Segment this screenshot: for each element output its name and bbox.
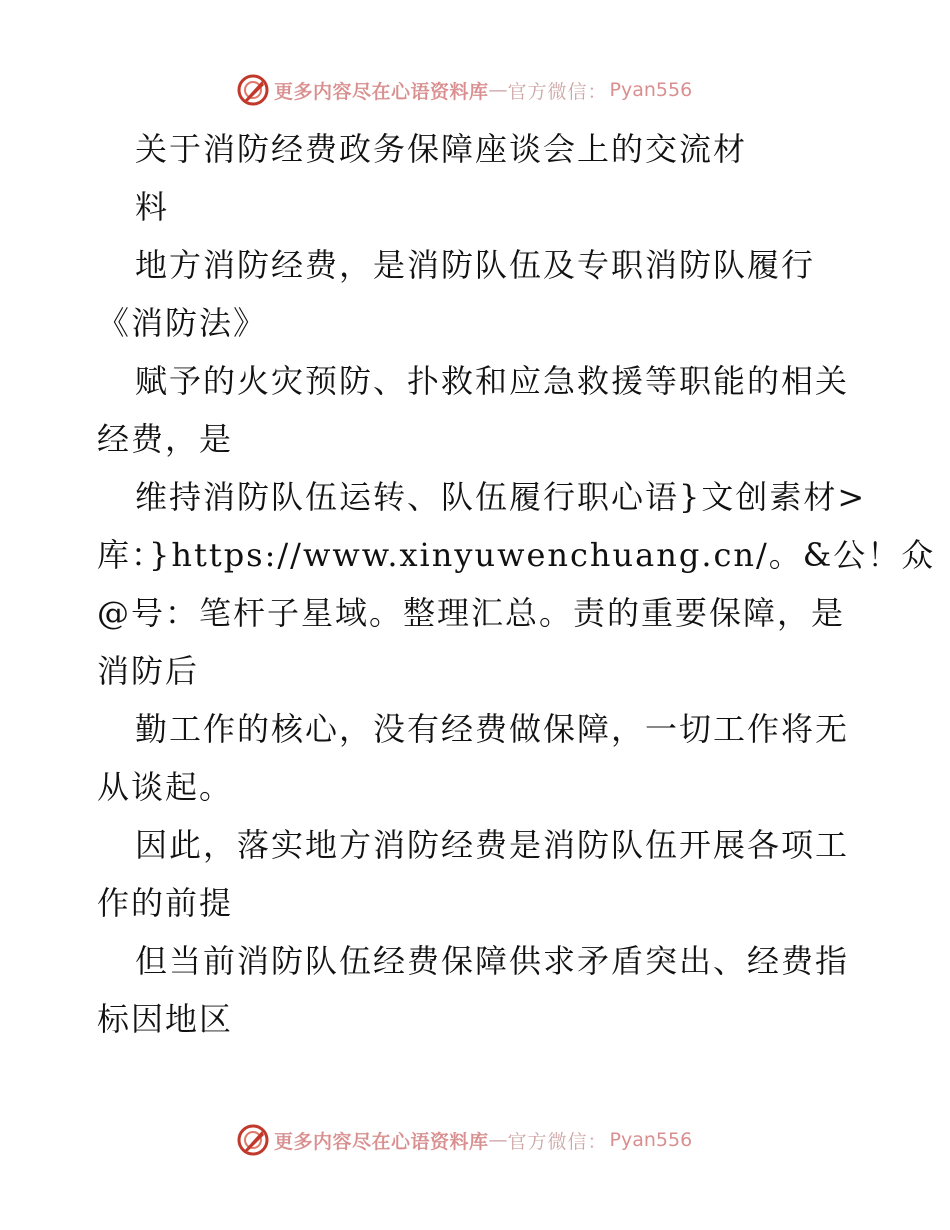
document-title-line: 料 <box>135 188 170 226</box>
paragraph-line: 地方消防经费，是消防队伍及专职消防队履行 <box>135 246 816 284</box>
banner-official-label: 官方微信： <box>507 1130 608 1153</box>
paragraph-line: 维持消防队伍运转、队伍履行职心语}文创素材> <box>135 478 867 516</box>
quill-logo-icon <box>236 73 270 107</box>
header-banner <box>236 72 692 108</box>
banner-dash: — <box>488 1129 508 1151</box>
banner-main-text: 更多内容尽在心语资料库 <box>274 80 489 103</box>
banner-official-label: 官方微信： <box>507 80 608 103</box>
banner-dash: — <box>488 79 508 101</box>
banner-wechat-id: Pyan556 <box>609 1129 693 1151</box>
paragraph-line: 因此，落实地方消防经费是消防队伍开展各项工 <box>135 826 850 864</box>
document-body <box>97 120 936 1048</box>
paragraph-line: 从谈起。 <box>97 768 234 806</box>
paragraph-line: 库：}https://www.xinyuwenchuang.cn/。&公！众 <box>97 536 936 574</box>
paragraph-line: 《消防法》 <box>97 304 268 342</box>
banner-wechat-id: Pyan556 <box>609 79 693 101</box>
paragraph-line: @号：笔杆子星域。整理汇总。责的重要保障，是 <box>97 594 846 632</box>
paragraph-line: 经费，是 <box>97 420 234 458</box>
banner-main-text: 更多内容尽在心语资料库 <box>274 1130 489 1153</box>
paragraph-line: 消防后 <box>97 652 200 690</box>
footer-banner <box>236 1122 692 1158</box>
paragraph-line: 作的前提 <box>97 884 234 922</box>
document-title-line: 关于消防经费政务保障座谈会上的交流材 <box>135 130 748 168</box>
paragraph-line: 勤工作的核心，没有经费做保障，一切工作将无 <box>135 710 850 748</box>
paragraph-line: 标因地区 <box>97 1000 234 1038</box>
paragraph-line: 赋予的火灾预防、扑救和应急救援等职能的相关 <box>135 362 850 400</box>
quill-logo-icon <box>236 1123 270 1157</box>
paragraph-line: 但当前消防队伍经费保障供求矛盾突出、经费指 <box>135 942 850 980</box>
